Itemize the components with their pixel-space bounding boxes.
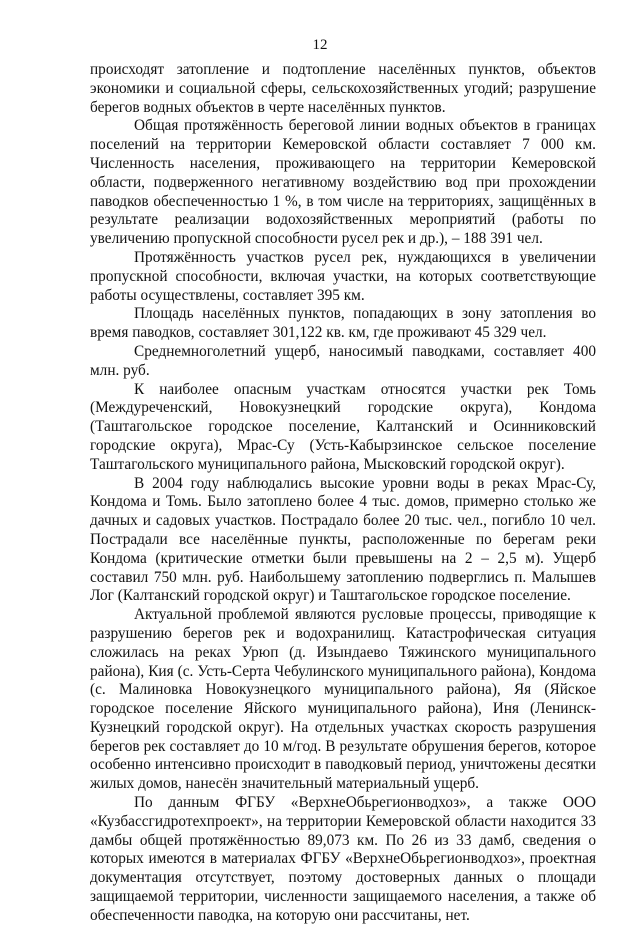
document-body (90, 61, 596, 926)
page-number: 12 (312, 37, 328, 53)
paragraph-average-damage: Среднемноголетний ущерб, наносимый паводками, составляет 400 млн. руб. (90, 342, 596, 379)
paragraph-bank-erosion: Актуальной проблемой являются русловые процессы, приводящие к разрушению берегов рек и водохранилищ. Катастрофическая ситуация сложилась на реках Урюп (д. Изындаево Тяжинского муниципального района), Кия (с. Усть-Серта Чебулинского муниципального района), Кондома (с. Малиновка Новокузнецкого муниципального района), Яя (Яйское городское поселение Яйского муниципального района), Иня (Ленинск-Кузнецкий городской округ). На отдельных участках скорость разрушения берегов рек составляет до 10 м/год. В результате обрушения берегов, которое особенно интенсивно происходит в паводковый период, уничтожены десятки жилых домов, нанесён значительный материальный ущерб. (90, 606, 596, 793)
paragraph-continuation: происходят затопление и подтопление населённых пунктов, объектов экономики и социальной сферы, сельскохозяйственных угодий; разрушение берегов водных объектов в черте населённых пунктов. (90, 61, 596, 116)
paragraph-dams: По данным ФГБУ «ВерхнеОбьрегионводхоз», а также ООО «Кузбассгидротехпроект», на территории Кемеровской области находится 33 дамбы общей протяжённостью 89,073 км. По 26 из 33 дамб, сведения о которых имеются в материалах ФГБУ «ВерхнеОбьрегионводхоз», проектная документация отсутствует, поэтому достоверных данных о площади защищаемой территории, численности защищаемого населения, а также об обеспеченности паводка, на которую они рассчитаны, нет. (90, 794, 596, 924)
paragraph-flood-area: Площадь населённых пунктов, попадающих в зону затопления во время паводков, составляет 301,122 кв. км, где проживают 45 329 чел. (90, 305, 596, 342)
paragraph-2004-flood: В 2004 году наблюдались высокие уровни воды в реках Мрас-Су, Кондома и Томь. Было затоплено более 4 тыс. домов, примерно столько же дачных и садовых участков. Пострадало более 20 тыс. чел., погибло 10 чел. Пострадали все населённые пункты, расположенные по берегам реки Кондома (критические отметки были превышены на 2 – 2,5 м). Ущерб составил 750 млн. руб. Наибольшему затоплению подверглись п. Малышев Лог (Калтанский городской округ) и Таштагольское городское поселение. (90, 474, 596, 605)
paragraph-dangerous-sections: К наиболее опасным участкам относятся участки рек Томь (Междуреченский, Новокузнецкий городские округа), Кондома (Таштагольское городское поселение, Калтанский и Осинниковский городские округа), Мрас-Су (Усть-Кабырзинское сельское поселение Таштагольского муниципального района, Мысковский городской округ). (90, 380, 596, 473)
paragraph-channel-sections: Протяжённость участков русел рек, нуждающихся в увеличении пропускной способности, включая участки, на которых соответствующие работы осуществлены, составляет 395 км. (90, 248, 596, 304)
paragraph-coastline-length: Общая протяжённость береговой линии водных объектов в границах поселений на территории Кемеровской области составляет 7 000 км. Численность населения, проживающего на территории Кемеровской области, подверженного негативному воздействию вод при прохождении паводков обеспеченностью 1 %, в том числе на территориях, защищённых в результате реализации водохозяйственных мероприятий (работы по увеличению пропускной способности русел рек и др.), – 188 391 чел. (90, 117, 596, 248)
